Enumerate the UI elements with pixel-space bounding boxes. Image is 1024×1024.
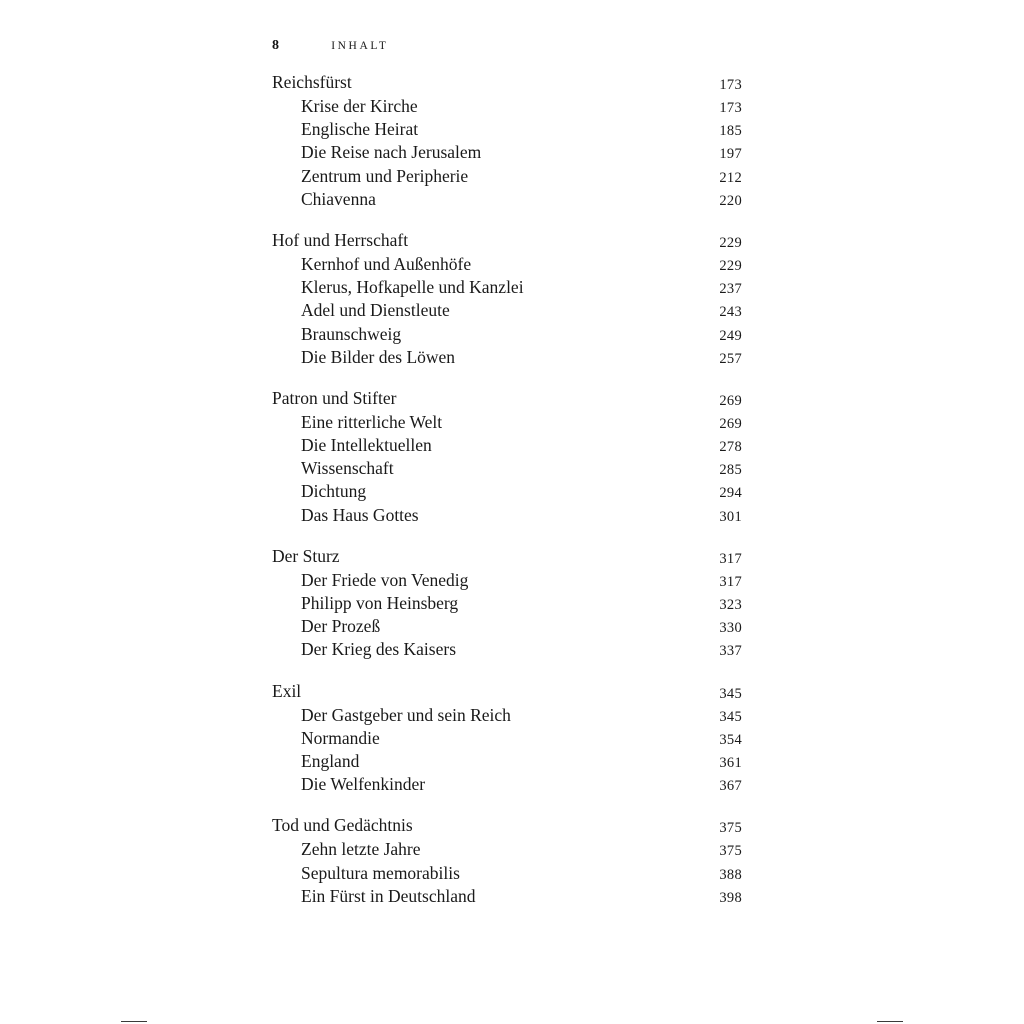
toc-entry-label: Das Haus Gottes [301,504,419,525]
toc-entry-page-number: 249 [719,327,742,344]
toc-entry-page-number: 173 [719,100,742,116]
toc-entry-label: Der Friede von Venedig [301,569,469,590]
toc-entry-section[interactable] [272,750,742,773]
toc-entry-section[interactable] [272,457,742,480]
toc-entry-label: Philipp von Heinsberg [301,593,459,613]
toc-entry-label: Die Reise nach Jerusalem [301,142,482,163]
toc-entry-page-number: 345 [719,685,742,702]
toc-entry-page-number: 185 [719,123,742,140]
toc-entry-page-number: 317 [719,573,742,590]
toc-entry-label: Englische Heirat [301,119,419,140]
toc-entry-page-number: 212 [719,169,742,186]
toc-entry-page-number: 354 [719,731,742,748]
toc-entry-section[interactable] [272,253,742,276]
toc-entry-chapter[interactable] [272,228,742,253]
toc-entry-label: Klerus, Hofkapelle und Kanzlei [301,277,524,298]
toc-entry-section[interactable] [272,569,742,592]
toc-entry-page-number: 337 [719,643,742,660]
toc-entry-page-number: 345 [719,708,742,725]
toc-entry-section[interactable] [272,615,742,638]
toc-entry-page-number: 361 [719,754,742,771]
toc-entry-section[interactable] [272,862,742,885]
page-number: 8 [272,38,280,53]
toc-entry-label: Patron und Stifter [272,387,397,408]
toc-entry-label: Der Sturz [272,545,340,566]
toc-entry-label: Chiavenna [301,188,376,209]
toc-entry-page-number: 229 [719,234,742,251]
toc-entry-label: Normandie [301,727,380,748]
toc-entry-chapter[interactable] [272,813,742,838]
toc-entry-page-number: 375 [719,843,742,860]
toc-entry-page-number: 330 [719,620,742,637]
toc-group [272,228,742,369]
toc-group [272,544,742,662]
running-head-title: INHALT [331,40,389,52]
toc-entry-page-number: 220 [719,192,742,209]
toc-entry-section[interactable] [272,346,742,369]
running-head [272,38,389,54]
toc-entry-label: Reichsfürst [272,72,352,92]
toc-entry-page-number: 229 [719,257,742,274]
toc-entry-label: Zehn letzte Jahre [301,839,421,860]
toc-entry-page-number: 398 [719,889,742,906]
toc-entry-label: Der Gastgeber und sein Reich [301,704,511,725]
toc-entry-section[interactable] [272,773,742,796]
toc-entry-page-number: 269 [719,415,742,432]
toc-entry-page-number: 269 [719,392,742,409]
toc-entry-label: Die Intellektuellen [301,435,432,456]
toc-entry-label: Adel und Dienstleute [301,300,450,321]
toc-entry-chapter[interactable] [272,70,742,95]
toc-entry-label: Der Krieg des Kaisers [301,639,457,660]
toc-entry-label: Sepultura memorabilis [301,862,460,883]
toc-entry-page-number: 294 [719,485,742,502]
toc-entry-section[interactable] [272,885,742,908]
toc-entry-section[interactable] [272,276,742,299]
toc-entry-page-number: 173 [719,77,742,93]
toc-entry-label: Tod und Gedächtnis [272,815,413,836]
toc-group [272,813,742,908]
toc-entry-page-number: 367 [719,778,742,795]
toc-entry-page-number: 388 [719,866,742,883]
toc-entry-page-number: 323 [719,597,742,613]
toc-entry-page-number: 301 [719,508,742,525]
toc-entry-label: Der Prozeß [301,616,381,637]
toc-entry-section[interactable] [272,434,742,457]
toc-entry-section[interactable] [272,504,742,527]
table-of-contents [272,70,742,925]
toc-entry-label: Exil [272,680,302,701]
toc-entry-page-number: 278 [719,439,742,456]
toc-entry-page-number: 243 [719,304,742,321]
toc-entry-page-number: 197 [719,146,742,163]
toc-entry-section[interactable] [272,118,742,141]
toc-entry-label: Die Welfenkinder [301,774,426,795]
toc-entry-label: Zentrum und Peripherie [301,165,469,186]
toc-entry-page-number: 375 [719,820,742,837]
toc-entry-page-number: 257 [719,350,742,367]
toc-entry-label: Krise der Kirche [301,96,418,116]
toc-entry-page-number: 285 [719,462,742,479]
toc-entry-section[interactable] [272,838,742,861]
toc-entry-section[interactable] [272,592,742,615]
toc-entry-label: Wissenschaft [301,458,394,479]
toc-entry-label: Ein Fürst in Deutschland [301,885,476,906]
toc-entry-chapter[interactable] [272,386,742,411]
toc-entry-section[interactable] [272,727,742,750]
toc-entry-label: Dichtung [301,481,367,502]
crop-mark-right [877,1021,903,1022]
crop-mark-left [121,1021,147,1022]
toc-entry-label: Die Bilder des Löwen [301,346,456,367]
toc-entry-section[interactable] [272,95,742,118]
toc-entry-chapter[interactable] [272,679,742,704]
toc-entry-section[interactable] [272,480,742,503]
toc-entry-label: England [301,750,360,771]
toc-group [272,679,742,797]
toc-entry-section[interactable] [272,411,742,434]
toc-entry-section[interactable] [272,704,742,727]
toc-entry-label: Eine ritterliche Welt [301,411,443,432]
toc-entry-section[interactable] [272,165,742,188]
toc-entry-label: Kernhof und Außenhöfe [301,253,472,274]
toc-entry-section[interactable] [272,141,742,164]
toc-group [272,386,742,527]
toc-entry-page-number: 237 [719,281,742,298]
toc-entry-page-number: 317 [719,550,742,567]
toc-entry-section[interactable] [272,323,742,346]
toc-entry-section[interactable] [272,299,742,322]
toc-entry-section[interactable] [272,188,742,211]
toc-entry-label: Braunschweig [301,323,402,344]
toc-entry-section[interactable] [272,638,742,661]
toc-entry-label: Hof und Herrschaft [272,229,409,250]
toc-entry-chapter[interactable] [272,544,742,569]
toc-group [272,70,742,211]
